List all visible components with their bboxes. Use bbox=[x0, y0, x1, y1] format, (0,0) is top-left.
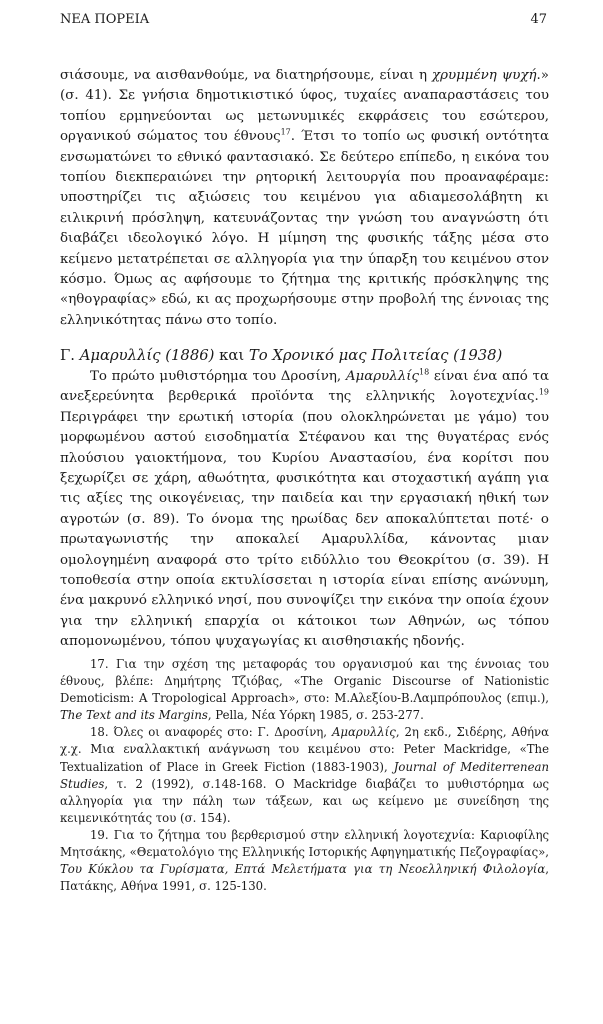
footnote-ref-19[interactable]: 19 bbox=[538, 387, 549, 397]
text-run: Περιγράφει την ερωτική ιστορία (που ολοκληρώνεται με γάμο) του μορφωμένου αστού εισοδηματία Στέφανου και της θυγατέρας ενός πλούσιου γαιοκτήμονα, του Κυρίου Αναστασίου, ένα κορίτσι που ξεχωρίζει σε χάρη, αθωότητα, φυσικότητα και στοχαστική αγάπη για τις αξίες της οικογένειας, την παιδεία και την εργασιακή ηθική των αγροτών (σ. 89). Το όνομα της ηρωίδας δεν αποκαλύπτεται ποτέ· ο πρωταγωνιστής την αποκαλεί Αμαρυλλίδα, κάνοντας μιαν ομολογημένη αναφορά στο τρίτο ειδύλλιο του Θεοκρίτου (σ. 39). Η τοποθεσία στην οποία εκτυλίσσεται η ιστορία είναι επίσης ανώνυμη, ένα μακρυνό ελληνικό νησί, που συνοψίζει την εικόνα την οποία έχουν για την ελληνική επαρχία οι κάτοικοι των Αθηνών, ως τόπου απομονωμένου, τόπου ψυχαγωγίας κι αισθησιακής ηδονής. bbox=[60, 409, 549, 650]
text-run: , τ. 2 (1992), σ.148-168. Ο Mackridge διαβάζει το μυθιστόρημα ως αλληγορία για την πάλη των τάξεων, και ως κείμενο με συνείδηση της κειμενικότητάς του (σ. 154). bbox=[60, 776, 549, 825]
italic-title: Αμαρυλλίς bbox=[331, 725, 396, 740]
text-run: είναι ένα από τα ανεξερεύνητα βερθερικά προϊόντα της ελληνικής λογοτεχνίας. bbox=[60, 369, 549, 405]
footnotes bbox=[60, 656, 549, 895]
section-heading bbox=[60, 345, 549, 366]
text-run: , 2η εκδ., Σιδέρης, Αθήνα χ.χ. Μια εναλλακτική ανάγνωση του κειμένου στο: Peter Mackridge, «The Textualization of Place in Greek Fiction (1883-1903), bbox=[60, 725, 550, 774]
section-text-block bbox=[60, 367, 549, 653]
running-header bbox=[60, 12, 547, 27]
footnote-17 bbox=[60, 656, 549, 724]
text-run: Το πρώτο μυθιστόρημα του Δροσίνη, bbox=[90, 369, 346, 384]
footnote-19 bbox=[60, 827, 549, 895]
text-run: σιάσουμε, να αισθανθούμε, να διατηρήσουμε, είναι η bbox=[60, 68, 432, 83]
italic-title: Του Κύκλου τα Γυρίσματα, Επτά Μελετήματα για τη Νεοελληνική Φιλολογία bbox=[60, 862, 546, 877]
intro-paragraph bbox=[60, 66, 549, 331]
text-run: .» (σ. 41). Σε γνήσια δημοτικιστικό ύφος, τυχαίες αναπαραστάσεις του τοπίου ερμηνεύονται ως μετωνυμικές εκφράσεις του εσώτερου, οργανικού σώματος του έθνους bbox=[60, 68, 549, 145]
text-run: , Pella, Νέα Υόρκη 1985, σ. 253-277. bbox=[207, 708, 424, 723]
section-letter: Γ. bbox=[60, 347, 80, 364]
section-title-b: Το Χρονικό μας Πολιτείας (1938) bbox=[248, 347, 503, 364]
intro-text-block bbox=[60, 66, 549, 331]
footnote-ref-18[interactable]: 18 bbox=[419, 367, 430, 377]
text-run: . Έτσι το τοπίο ως φυσική οντότητα ενσωματώνει το εθνικό φαντασιακό. Σε δεύτερο επίπεδο, η εικόνα του τοπίου διεκπεραιώνει την ρητορική λειτουργία που προαναφέραμε: υποστηρίζει τις αξιώσεις του κειμένου για αδιαμεσολάβητη κι ειλικρινή πρόσληψη, κατευνάζοντας την γνώση του αναγνώστη ότι διαβάζει ιδεολογικό λόγο. Η μίμηση της φυσικής τάξης μέσα στο κείμενο μετατρέπεται σε αλληγορία για την ύπαρξη του κειμένου στον κόσμο. Όμως ας αφήσουμε το ζήτημα της κριτικής πρόσκληψης της «ηθογραφίας» εδώ, κι ας προχωρήσουμε στην προβολή της έννοιας της ελληνικότητας πάνω στο τοπίο. bbox=[60, 129, 550, 328]
text-run: , Πατάκης, Αθήνα 1991, σ. 125-130. bbox=[60, 862, 549, 894]
section-title-a: Αμαρυλλίς (1886) bbox=[79, 347, 215, 364]
italic-phrase: χρυμμένη ψυχή bbox=[431, 68, 537, 83]
italic-title: The Text and its Margins bbox=[60, 708, 208, 723]
italic-title: Αμαρυλλίς bbox=[345, 369, 420, 384]
text-run: 18. Όλες οι αναφορές στο: Γ. Δροσίνη, bbox=[90, 725, 332, 740]
text-run: 17. Για την σχέση της μεταφοράς του οργανισμού και της έννοιας του έθνους, βλέπε: Δημήτρης Τζιόβας, «The Organic Discourse of Nationistic Demoticism: A Tropological Approach», στο: Μ.Αλεξίου-Β.Λαμπρόπουλος (επιμ.), bbox=[60, 657, 549, 706]
italic-title: Journal of Mediterrenean Studies bbox=[60, 759, 550, 791]
running-title: ΝΕΑ ΠΟΡΕΙΑ bbox=[60, 12, 150, 27]
footnote-18 bbox=[60, 724, 549, 827]
section-paragraph bbox=[60, 367, 549, 653]
footnote-ref-17[interactable]: 17 bbox=[280, 127, 291, 137]
section-conjunction: και bbox=[214, 347, 249, 364]
page-number: 47 bbox=[530, 12, 547, 27]
text-run: 19. Για το ζήτημα του βερθερισμού στην ελληνική λογοτεχνία: Καριοφίλης Μητσάκης, «Θεματολόγιο της Ελληνικής Ιστορικής Αφηγηματικής Πεζογραφίας», bbox=[60, 827, 549, 860]
